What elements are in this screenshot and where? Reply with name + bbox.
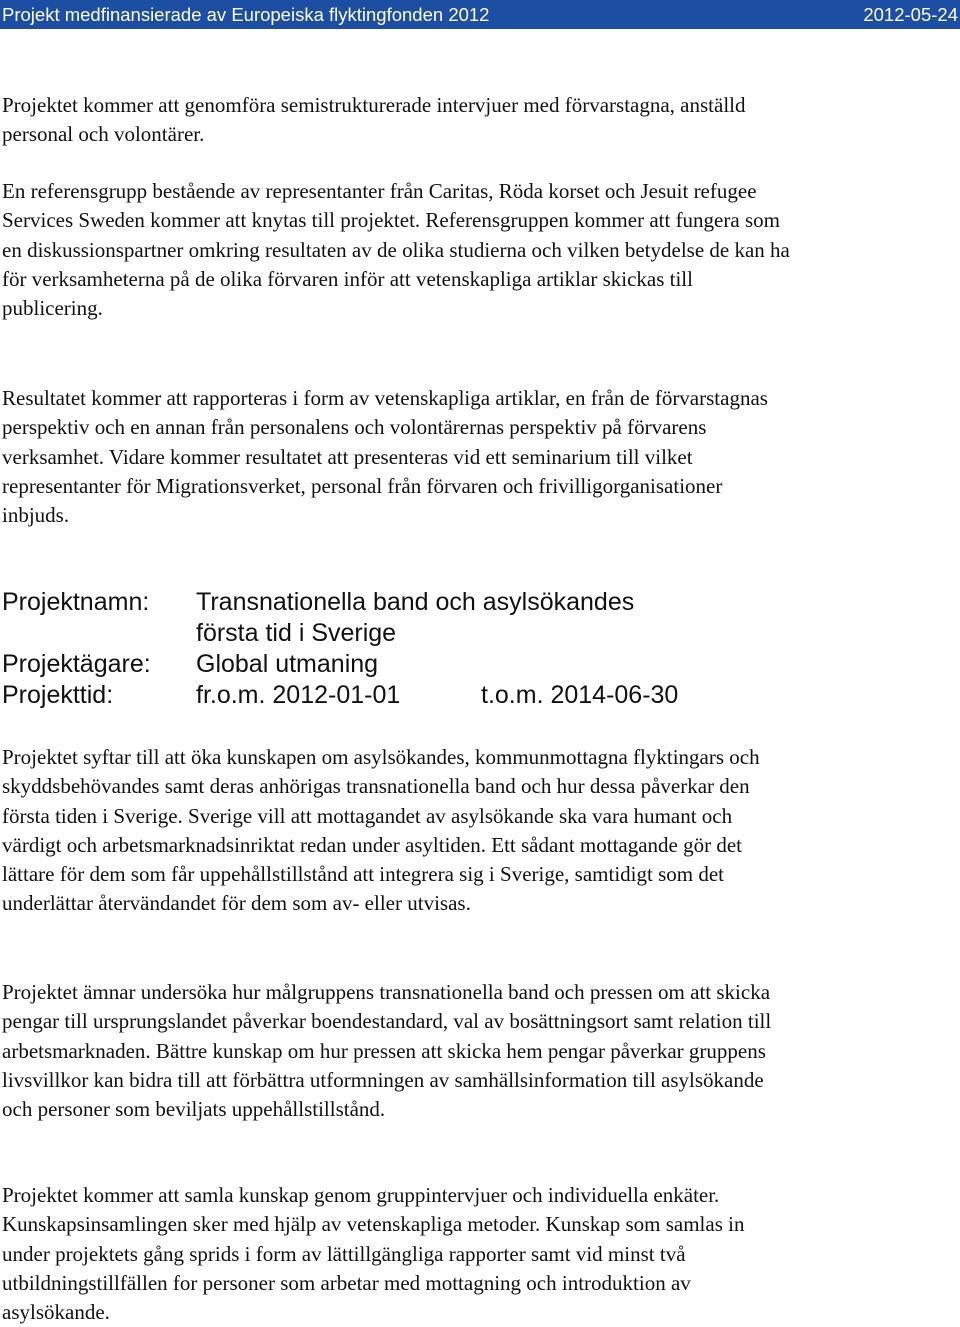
header-title: Projekt medfinansierade av Europeiska flyktingfonden 2012	[2, 4, 490, 25]
paragraph-reference-group: En referensgrupp bestående av representanter från Caritas, Röda korset och Jesuit refugee Services Sweden kommer att knytas till projektet. Referensgruppen kommer att fungera som en diskussionspartner omkring resultaten av de olika studierna och vilken betydelse de kan ha för verksamheterna på de olika förvaren inför att vetenskapliga artiklar skickas till publicering.	[2, 179, 790, 321]
project-time-label: Projekttid:	[2, 681, 114, 709]
project-time-to: t.o.m. 2014-06-30	[481, 681, 679, 709]
project-name-label: Projektnamn:	[2, 588, 150, 616]
paragraph-research-aim: Projektet ämnar undersöka hur målgruppens transnationella band och pressen om att skicka pengar till ursprungslandet påverkar boendestandard, val av bosättningsort samt relation till arbetsmarknaden. Bättre kunskap om hur pressen att skicka hem pengar påverkar gruppens livsvillkor kan bidra till att förbättra utformningen av samhällsinformation till asylsökande och personer som beviljats uppehållstillstånd.	[2, 980, 772, 1122]
header-date: 2012-05-24	[863, 4, 958, 25]
project-time-from: fr.o.m. 2012-01-01	[196, 681, 401, 709]
paragraph-results: Resultatet kommer att rapporteras i form av vetenskapliga artiklar, en från de förvarstagnas perspektiv och en annan från personalens och volontärernas perspektiv på förvarens verksamhet. Vidare kommer resultatet att presenteras vid ett seminarium till vilket representanter för Migrationsverket, personal från förvaren och frivilligorganisationer inbjuds.	[2, 386, 768, 528]
project-owner-label: Projektägare:	[2, 650, 151, 678]
project-name-value-line2: första tid i Sverige	[196, 619, 397, 647]
paragraph-purpose: Projektet syftar till att öka kunskapen om asylsökandes, kommunmottagna flyktingars och skyddsbehövandes samt deras anhörigas transnationella band och hur dessa påverkar den första tiden i Sverige. Sverige vill att mottagandet av asylsökande ska vara humant och värdigt och arbetsmarknadsinriktat redan under asyltiden. Ett sådant mottagande gör det lättare för dem som får uppehållstillstånd att integrera sig i Sverige, samtidigt som det underlättar återvändandet för dem som av- eller utvisas.	[2, 745, 760, 916]
paragraph-interviews: Projektet kommer att genomföra semistrukturerade intervjuer med förvarstagna, anställd personal och volontärer.	[2, 93, 746, 147]
page-header	[0, 0, 960, 29]
project-name-value: Transnationella band och asylsökandes	[196, 588, 635, 616]
paragraph-methods: Projektet kommer att samla kunskap genom gruppintervjuer och individuella enkäter. Kunskapsinsamlingen sker med hjälp av vetenskapliga metoder. Kunskap som samlas in under projektets gång sprids i form av lättillgängliga rapporter samt vid minst två utbildningstillfällen for personer som arbetar med mottagning och introduktion av asylsökande.	[2, 1183, 745, 1325]
project-owner-value: Global utmaning	[196, 650, 379, 678]
